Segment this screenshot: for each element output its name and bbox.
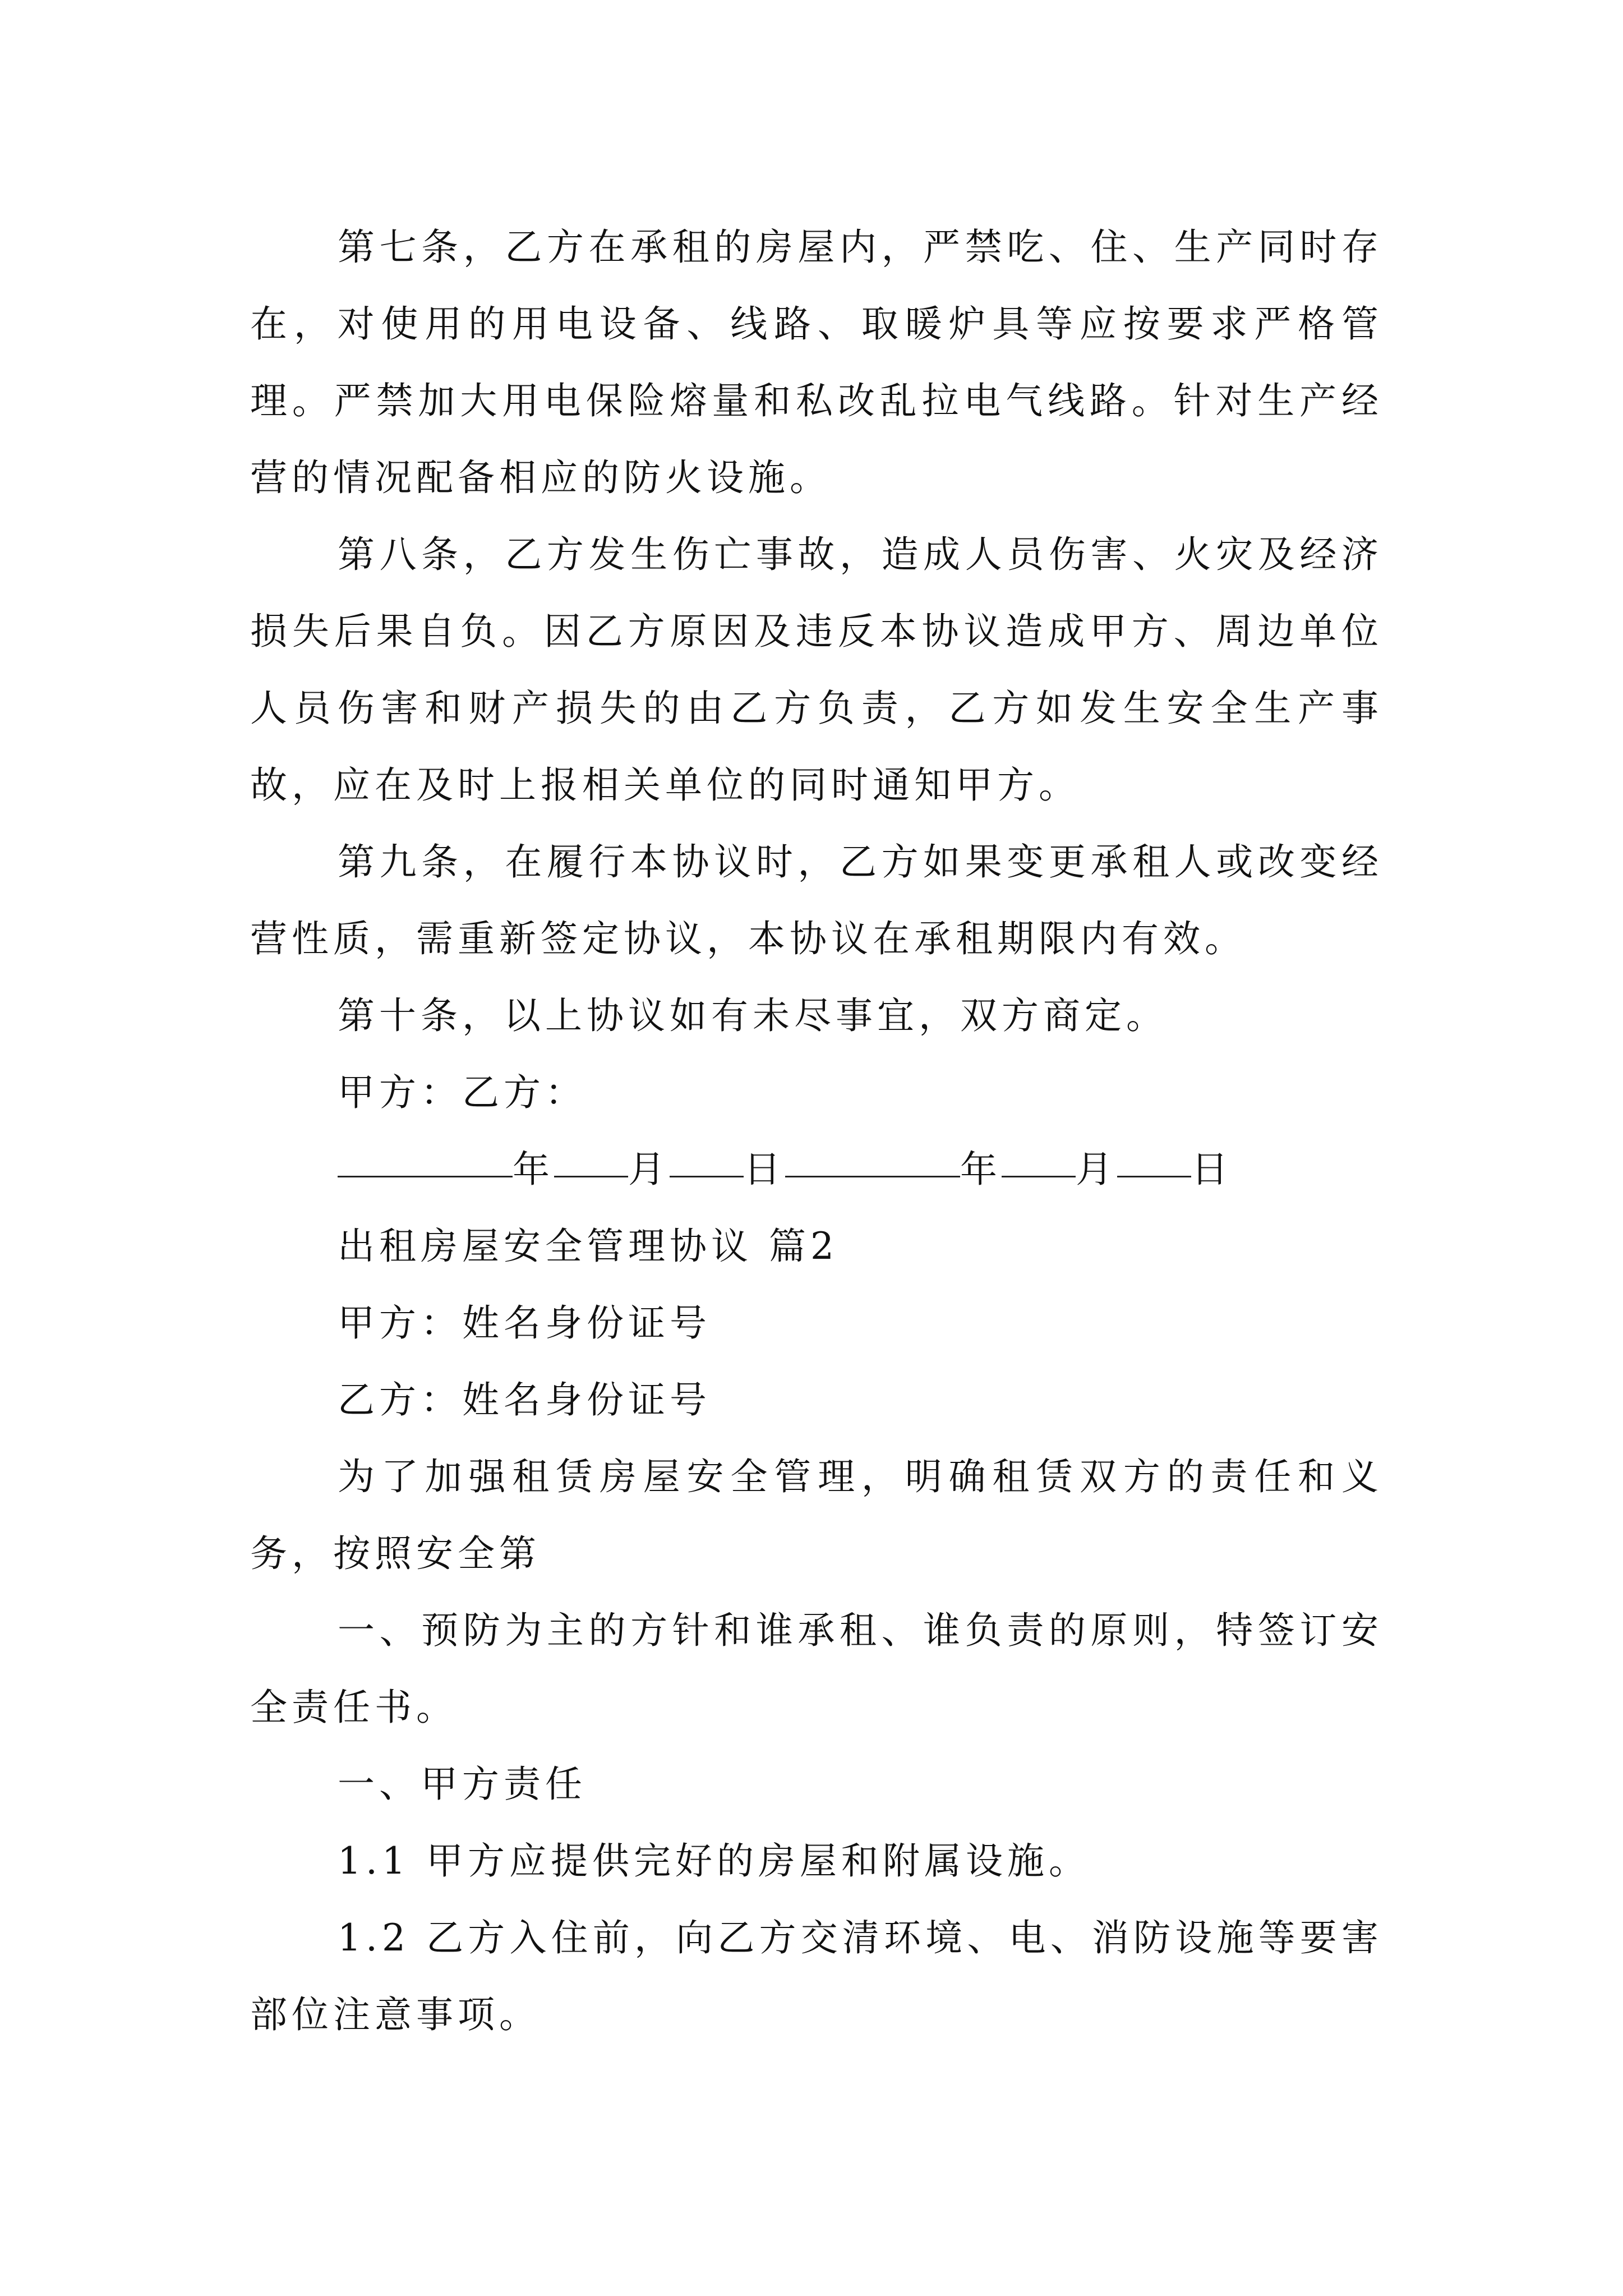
signature-date-line [250,1131,1383,1208]
section-title: 出租房屋安全管理协议 篇2 [338,1225,838,1268]
clause-1-2: 1.2 乙方入住前，向乙方交清环境、电、消防设施等要害部位注意事项。 [250,1916,1383,2036]
month-label: 月 [628,1148,670,1191]
date-blank [785,1171,960,1177]
document-body [250,209,1383,2053]
day-label: 日 [1191,1148,1233,1191]
date-blank [1002,1171,1076,1177]
year-label: 年 [513,1148,554,1191]
month-label: 月 [1076,1148,1117,1191]
party-b-line: 乙方：姓名身份证号 [338,1378,711,1421]
date-blank [670,1171,744,1177]
article-7-paragraph: 第七条，乙方在承租的房屋内，严禁吃、住、生产同时存在，对使用的用电设备、线路、取暖炉具等应按要求严格管理。严禁加大用电保险熔量和私改乱拉电气线路。针对生产经营的情况配备相应的防火设施。 [250,226,1383,499]
article-9-paragraph: 第九条，在履行本协议时，乙方如果变更承租人或改变经营性质，需重新签定协议，本协议在承租期限内有效。 [250,840,1383,960]
intro-paragraph: 为了加强租赁房屋安全管理，明确租赁双方的责任和义务，按照安全第 [250,1455,1383,1575]
day-label: 日 [744,1148,785,1191]
date-blank [1117,1171,1191,1177]
party-a-line: 甲方：姓名身份证号 [338,1301,711,1345]
year-label: 年 [960,1148,1002,1191]
party-a-duty-heading: 一、甲方责任 [338,1763,587,1806]
signature-parties-line: 甲方：乙方： [338,1071,587,1114]
date-blank [554,1171,628,1177]
principle-paragraph: 一、预防为主的方针和谁承租、谁负责的原则，特签订安全责任书。 [250,1609,1383,1729]
date-blank [338,1171,513,1177]
article-8-paragraph: 第八条，乙方发生伤亡事故，造成人员伤害、火灾及经济损失后果自负。因乙方原因及违反本协议造成甲方、周边单位人员伤害和财产损失的由乙方负责，乙方如发生安全生产事故，应在及时上报相关单位的同时通知甲方。 [250,533,1383,807]
clause-1-1: 1.1 甲方应提供完好的房屋和附属设施。 [338,1839,1090,1883]
article-10-paragraph: 第十条，以上协议如有未尽事宜，双方商定。 [338,994,1168,1037]
